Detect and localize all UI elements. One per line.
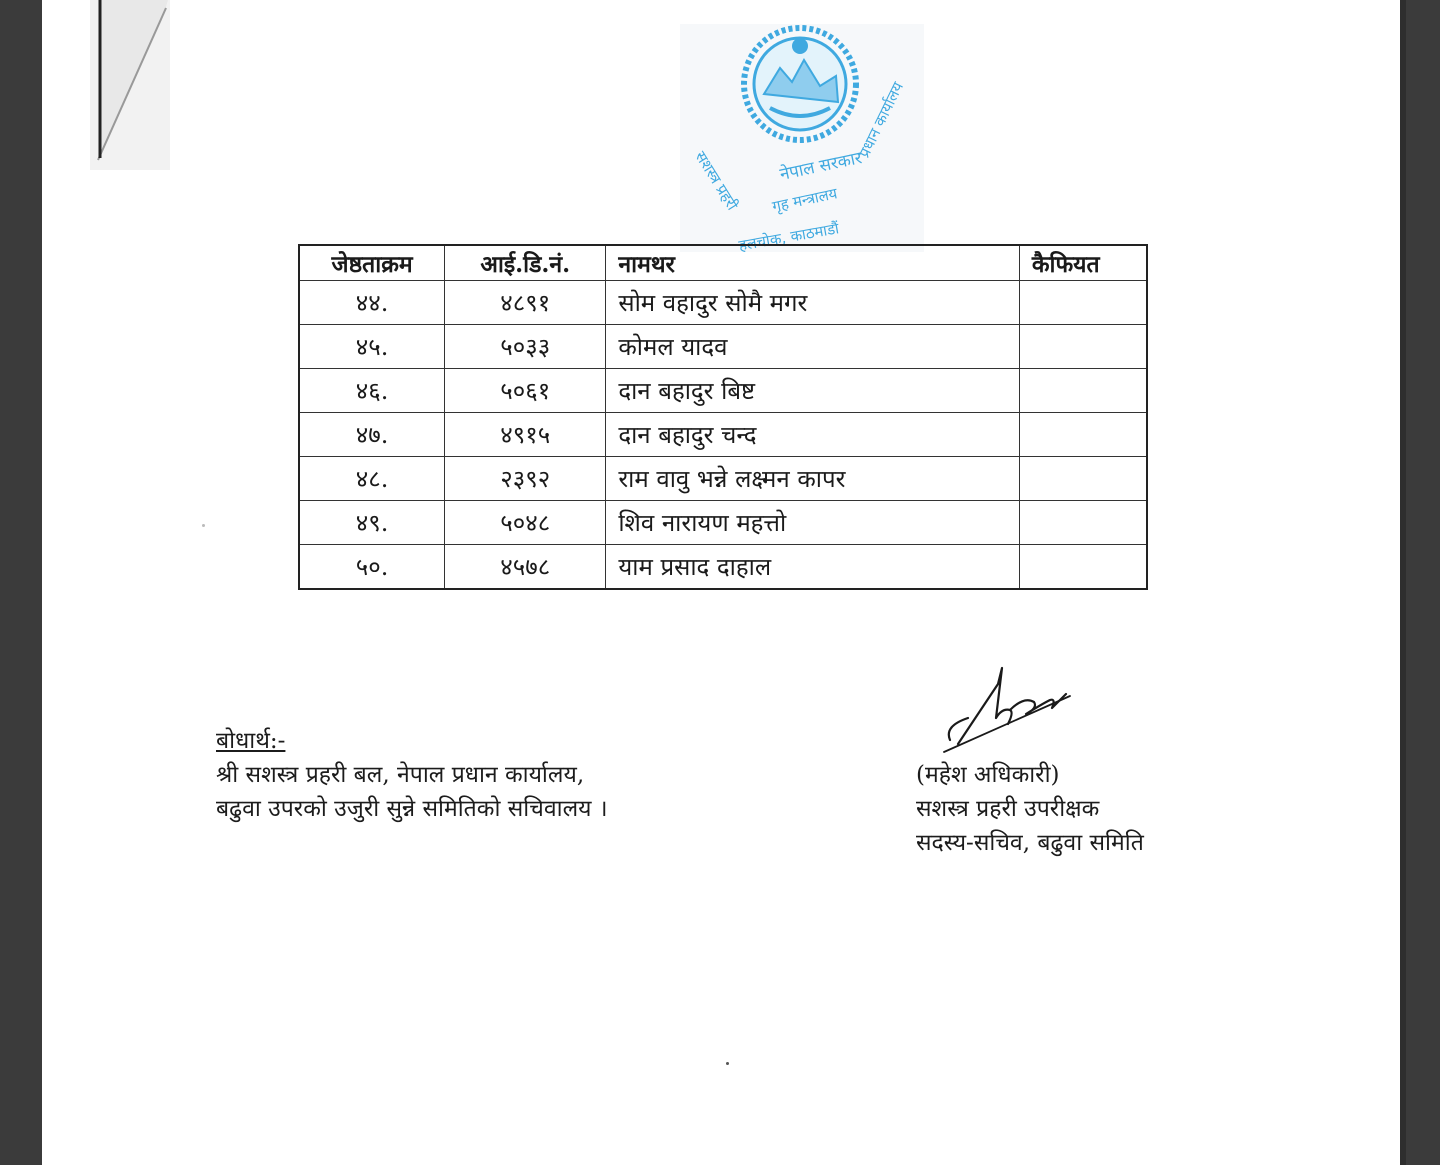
remarks-cell (1019, 369, 1147, 413)
table-header-row (299, 245, 1147, 281)
name-cell: दान बहादुर चन्द (606, 413, 1019, 457)
name-cell: याम प्रसाद दाहाल (606, 545, 1019, 590)
seniority-cell: ४६. (299, 369, 445, 413)
signatory-name: (महेश अधिकारी) (916, 762, 1060, 788)
remarks-cell (1019, 501, 1147, 545)
handwritten-signature (938, 648, 1078, 758)
name-cell: शिव नारायण महत्तो (606, 501, 1019, 545)
cc-line: श्री सशस्त्र प्रहरी बल, नेपाल प्रधान कार्यालय, (216, 762, 585, 788)
document-page (42, 0, 1400, 1165)
id-cell: २३९२ (445, 457, 606, 501)
name-cell: कोमल यादव (606, 325, 1019, 369)
table-row (299, 501, 1147, 545)
svg-text:नेपाल सरकार: नेपाल सरकार (778, 148, 864, 185)
header-seniority: जेष्ठताक्रम (299, 245, 445, 281)
remarks-cell (1019, 545, 1147, 590)
viewer-left-margin (0, 0, 42, 1165)
id-cell: ४९१५ (445, 413, 606, 457)
header-id-number: आई.डि.नं. (445, 245, 606, 281)
name-cell: दान बहादुर बिष्ट (606, 369, 1019, 413)
seniority-cell: ४८. (299, 457, 445, 501)
promotion-list-table (298, 244, 1148, 590)
scan-speck (202, 524, 205, 527)
id-cell: ५०४८ (445, 501, 606, 545)
table-row (299, 545, 1147, 590)
id-cell: ५०३३ (445, 325, 606, 369)
remarks-cell (1019, 281, 1147, 325)
seniority-cell: ४७. (299, 413, 445, 457)
remarks-cell (1019, 413, 1147, 457)
svg-text:सशस्त्र प्रहरी: सशस्त्र प्रहरी (691, 148, 742, 214)
signatory-block (916, 758, 1144, 860)
seniority-cell: ५०. (299, 545, 445, 590)
header-name: नामथर (606, 245, 1019, 281)
signatory-rank: सशस्त्र प्रहरी उपरीक्षक (916, 796, 1100, 822)
cc-block (216, 724, 608, 826)
overlapping-page-fragment (90, 0, 170, 170)
id-cell: ५०६१ (445, 369, 606, 413)
viewer-right-margin (1400, 0, 1440, 1165)
id-cell: ४८९१ (445, 281, 606, 325)
table-row (299, 281, 1147, 325)
svg-text:प्रधान कार्यालय: प्रधान कार्यालय (855, 79, 908, 161)
header-remarks: कैफियत (1019, 245, 1147, 281)
id-cell: ४५७८ (445, 545, 606, 590)
official-seal (680, 24, 924, 252)
seniority-cell: ४९. (299, 501, 445, 545)
remarks-cell (1019, 457, 1147, 501)
table-row (299, 325, 1147, 369)
seniority-cell: ४५. (299, 325, 445, 369)
page-edge-shadow (1400, 0, 1406, 1165)
cc-heading: बोधार्थ:- (216, 728, 286, 754)
seniority-cell: ४४. (299, 281, 445, 325)
table-row (299, 369, 1147, 413)
signatory-designation: सदस्य-सचिव, बढुवा समिति (916, 830, 1144, 856)
table-row (299, 413, 1147, 457)
table-row (299, 457, 1147, 501)
name-cell: राम वावु भन्ने लक्ष्मन कापर (606, 457, 1019, 501)
svg-text:गृह मन्त्रालय: गृह मन्त्रालय (770, 184, 839, 216)
name-cell: सोम वहादुर सोमै मगर (606, 281, 1019, 325)
scan-speck (726, 1062, 729, 1065)
svg-text:हलचोक, काठमाडौं: हलचोक, काठमाडौं (737, 219, 841, 252)
remarks-cell (1019, 325, 1147, 369)
cc-line: बढुवा उपरको उजुरी सुन्ने समितिको सचिवालय । (216, 796, 608, 822)
